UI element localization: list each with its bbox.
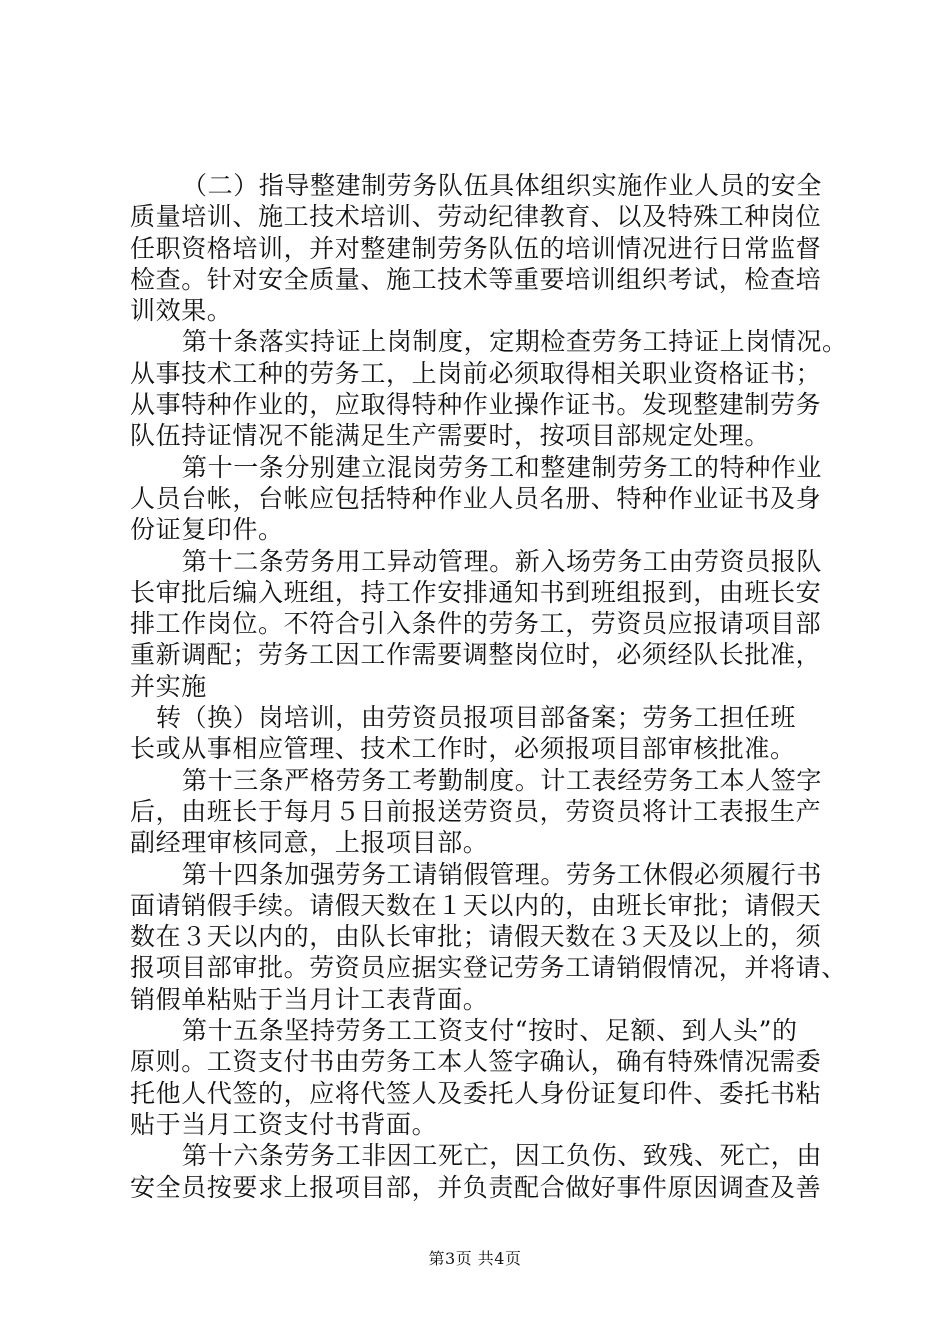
text-line: 检查。针对安全质量、施工技术等重要培训组织考试，检查培 — [130, 264, 822, 294]
text-line: 第十三条严格劳务工考勤制度。计工表经劳务工本人签字 — [182, 765, 823, 795]
text-line: 后，由班长于每月５日前报送劳资员，劳资员将计工表报生产 — [130, 796, 822, 826]
page-number: 第3页 共4页 — [428, 1249, 522, 1268]
text-line: 从事特种作业的，应取得特种作业操作证书。发现整建制劳务 — [130, 390, 822, 420]
text-line: 第十六条劳务工非因工死亡，因工负伤、致残、死亡，由 — [182, 1141, 823, 1171]
text-line: 第十五条坚持劳务工工资支付“按时、足额、到人头”的 — [182, 1016, 798, 1046]
text-line: 份证复印件。 — [130, 515, 284, 545]
text-line: 并实施 — [130, 671, 207, 701]
text-line: 长审批后编入班组，持工作安排通知书到班组报到，由班长安 — [130, 577, 822, 607]
text-line: 副经理审核同意，上报项目部。 — [130, 828, 489, 858]
text-line: 转（换）岗培训，由劳资员报项目部备案；劳务工担任班 — [156, 703, 797, 733]
text-line: 人员台帐，台帐应包括特种作业人员名册、特种作业证书及身 — [130, 483, 822, 513]
text-line: 长或从事相应管理、技术工作时，必须报项目部审核批准。 — [130, 734, 796, 764]
text-line: 销假单粘贴于当月计工表背面。 — [130, 984, 489, 1014]
text-line: 排工作岗位。不符合引入条件的劳务工，劳资员应报请项目部 — [130, 609, 822, 639]
text-line: 贴于当月工资支付书背面。 — [130, 1109, 438, 1139]
text-line: 任职资格培训，并对整建制劳务队伍的培训情况进行日常监督 — [130, 233, 822, 263]
text-line: 安全员按要求上报项目部，并负责配合做好事件原因调查及善 — [130, 1172, 822, 1202]
text-line: 训效果。 — [130, 296, 233, 326]
document-body — [130, 170, 848, 1203]
text-line: 数在３天以内的，由队长审批；请假天数在３天及以上的，须 — [130, 922, 822, 952]
text-line: 托他人代签的，应将代签人及委托人身份证复印件、委托书粘 — [130, 1078, 822, 1108]
text-line: 质量培训、施工技术培训、劳动纪律教育、以及特殊工种岗位 — [130, 202, 822, 232]
text-line: （二）指导整建制劳务队伍具体组织实施作业人员的安全 — [182, 171, 823, 200]
text-line: 第十四条加强劳务工请销假管理。劳务工休假必须履行书 — [182, 859, 823, 889]
text-line: 面请销假手续。请假天数在１天以内的，由班长审批；请假天 — [130, 890, 822, 920]
text-line: 队伍持证情况不能满足生产需要时，按项目部规定处理。 — [130, 421, 771, 451]
text-line: 第十二条劳务用工异动管理。新入场劳务工由劳资员报队 — [182, 546, 823, 576]
text-line: 报项目部审批。劳资员应据实登记劳务工请销假情况，并将请、 — [130, 953, 847, 983]
text-line: 原则。工资支付书由劳务工本人签字确认，确有特殊情况需委 — [130, 1047, 822, 1077]
text-line: 重新调配；劳务工因工作需要调整岗位时，必须经队长批准， — [130, 640, 822, 670]
text-line: 第十一条分别建立混岗劳务工和整建制劳务工的特种作业 — [182, 452, 823, 482]
text-line: 从事技术工种的劳务工，上岗前必须取得相关职业资格证书； — [130, 358, 822, 388]
text-line: 第十条落实持证上岗制度，定期检查劳务工持证上岗情况。 — [182, 327, 848, 357]
